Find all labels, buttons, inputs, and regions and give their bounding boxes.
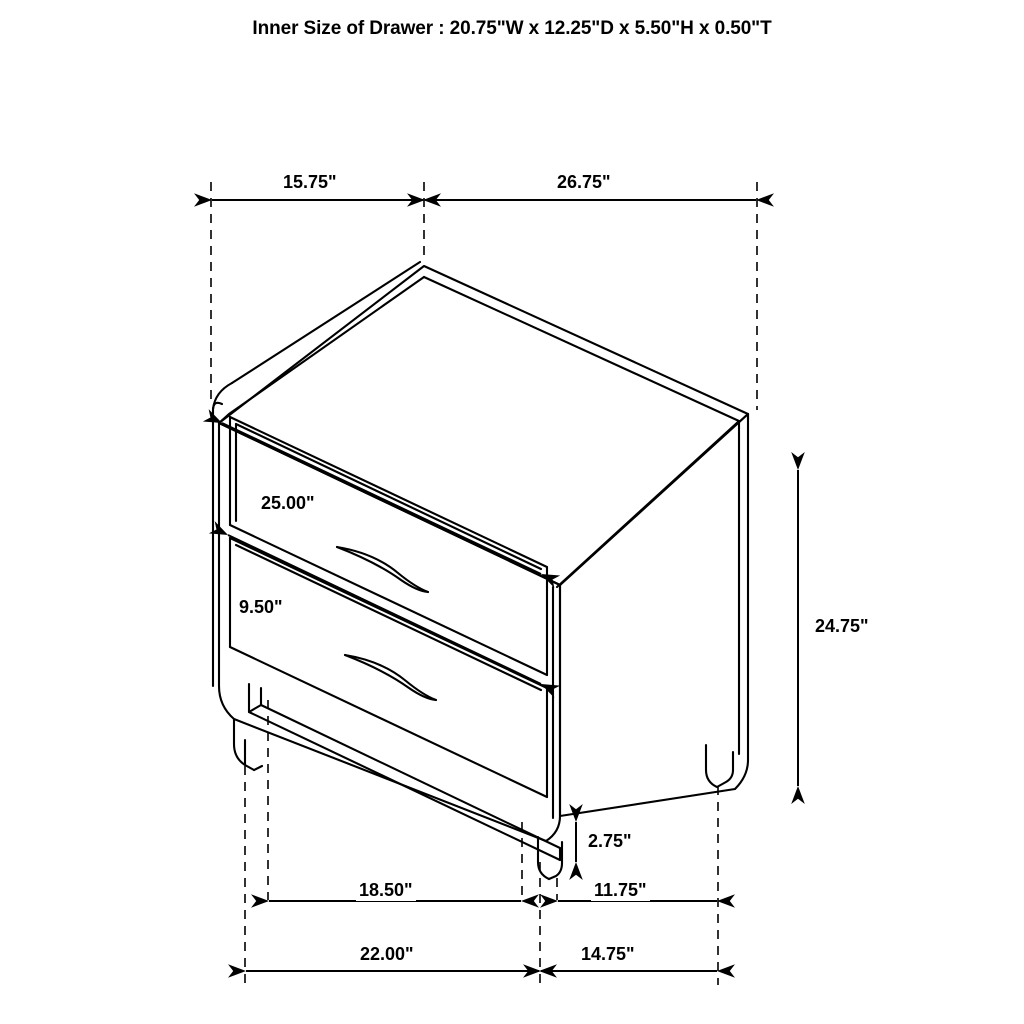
dim-label-drawer-upper: 25.00" — [258, 493, 318, 514]
dim-label-top-left: 15.75" — [280, 172, 340, 193]
dim-label-top-right: 26.75" — [554, 172, 614, 193]
page-title: Inner Size of Drawer : 20.75"W x 12.25"D x 5.50"H x 0.50"T — [252, 18, 772, 39]
dim-label-drawer-lower: 9.50" — [236, 597, 286, 618]
dim-label-bottom-outer-left: 22.00" — [357, 944, 417, 965]
dim-label-bottom-inner-left: 18.50" — [356, 880, 416, 901]
dim-label-bottom-inner-right: 11.75" — [591, 880, 650, 901]
dim-label-height: 24.75" — [812, 616, 872, 637]
dim-label-leg-height: 2.75" — [585, 831, 635, 852]
dim-label-bottom-outer-right: 14.75" — [578, 944, 638, 965]
